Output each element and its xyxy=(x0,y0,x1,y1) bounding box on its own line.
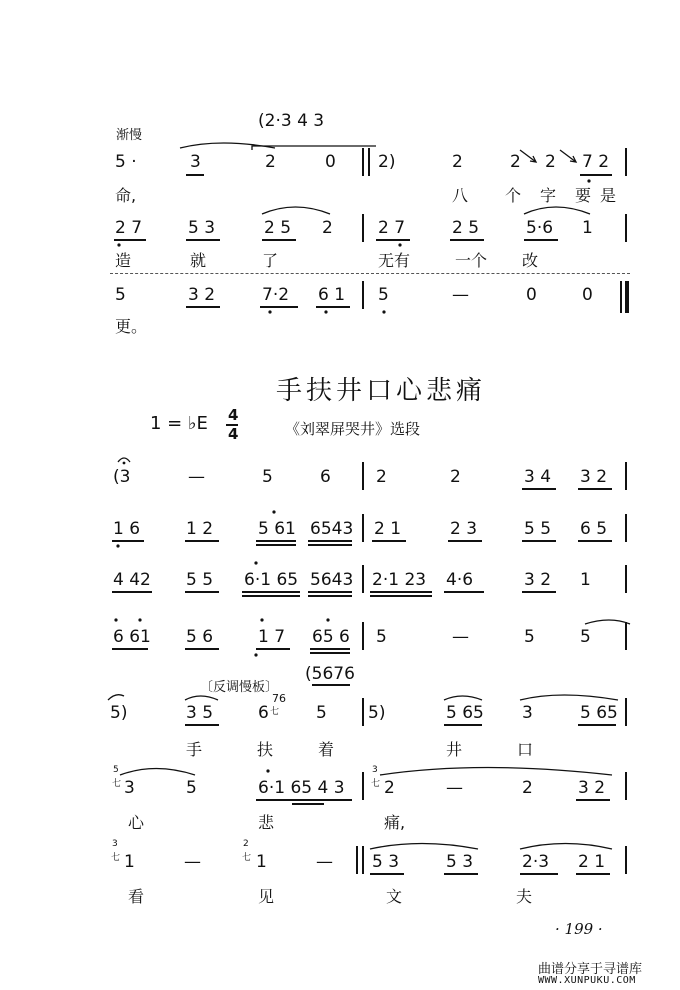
note: 5 5 xyxy=(524,519,552,539)
note: 6 61 xyxy=(113,627,151,647)
note: 2 xyxy=(545,152,556,172)
note: 5 xyxy=(524,627,535,647)
note: 2 xyxy=(265,152,276,172)
bar-line xyxy=(625,214,627,242)
note: 1 xyxy=(124,852,135,872)
note: 6 5 xyxy=(580,519,608,539)
svg-text:2: 2 xyxy=(243,839,249,849)
svg-text:七: 七 xyxy=(111,853,121,863)
underline xyxy=(262,239,296,241)
note: 5 xyxy=(186,778,197,798)
bar-line xyxy=(625,622,627,650)
note: 3 2 xyxy=(578,778,606,798)
note: 3 2 xyxy=(580,467,608,487)
note: 2 5 xyxy=(264,218,292,238)
note: 6 xyxy=(320,467,331,487)
note: 2) xyxy=(378,152,396,172)
note: — xyxy=(452,285,469,305)
bar-line xyxy=(625,772,627,800)
note: 2·3 xyxy=(522,852,550,872)
underline xyxy=(370,591,432,593)
note: 5·6 xyxy=(526,218,554,238)
note: 5643 xyxy=(310,570,354,590)
final-bar-line xyxy=(625,281,629,313)
underline xyxy=(242,591,300,593)
underline xyxy=(185,648,219,650)
note: 2 7 xyxy=(378,218,406,238)
bar-line xyxy=(625,698,627,726)
underline xyxy=(112,540,144,542)
bar-line xyxy=(362,565,364,593)
note: 5 6 xyxy=(186,627,214,647)
lyric: 更。 xyxy=(115,317,148,336)
underline xyxy=(185,540,219,542)
note: 6543 xyxy=(310,519,354,539)
section-mark: 〔反调慢板〕 xyxy=(200,680,279,695)
paren-mark: (5676 xyxy=(305,664,355,684)
note: 1 xyxy=(580,570,591,590)
lyric: 要 xyxy=(575,186,592,205)
note: 3 xyxy=(190,152,201,172)
note: — xyxy=(188,467,205,487)
note: 2 xyxy=(510,152,521,172)
bar-line xyxy=(362,846,364,874)
lyric: 手 xyxy=(186,740,203,759)
lyric: 着 xyxy=(318,740,335,759)
note: 2 xyxy=(322,218,333,238)
underline xyxy=(444,724,482,726)
lyric: 无有 xyxy=(378,251,411,270)
svg-text:七: 七 xyxy=(112,779,122,789)
lyric: 八 xyxy=(452,186,469,205)
note: 1 7 xyxy=(258,627,286,647)
note: 1 6 xyxy=(113,519,141,539)
underline xyxy=(444,873,478,875)
note: 2 1 xyxy=(578,852,606,872)
note: — xyxy=(452,627,469,647)
note: 2 xyxy=(376,467,387,487)
svg-text:七: 七 xyxy=(242,853,252,863)
note: (3 xyxy=(113,467,131,487)
note: — xyxy=(184,852,201,872)
underline xyxy=(112,648,148,650)
underline xyxy=(578,540,612,542)
underline xyxy=(256,648,290,650)
lyric: 造 xyxy=(115,251,132,270)
grace-note: 76 xyxy=(272,692,286,705)
lyric: 心 xyxy=(128,813,145,832)
lyric: 一个 xyxy=(455,251,488,270)
dashed-separator xyxy=(110,273,630,274)
bar-line xyxy=(368,148,370,176)
intro-parenthesis: (2·3 4 3 xyxy=(258,111,325,131)
bar-line xyxy=(362,462,364,490)
svg-text:3: 3 xyxy=(112,839,118,849)
underline xyxy=(256,799,352,801)
underline xyxy=(185,591,219,593)
underline xyxy=(520,873,558,875)
underline xyxy=(186,174,204,176)
note: 1 xyxy=(256,852,267,872)
note: 0 xyxy=(526,285,537,305)
lyric: 了 xyxy=(262,251,279,270)
source-note: 《刘翠屏哭井》选段 xyxy=(285,420,421,438)
final-bar-line xyxy=(620,281,622,313)
bar-line xyxy=(625,565,627,593)
note: 2 xyxy=(452,152,463,172)
svg-text:七: 七 xyxy=(270,707,280,717)
note: 2 xyxy=(522,778,533,798)
note: 3 xyxy=(124,778,135,798)
underline xyxy=(308,595,352,597)
bar-line xyxy=(362,698,364,726)
underline xyxy=(186,239,220,241)
note: 3 2 xyxy=(524,570,552,590)
underline xyxy=(372,540,406,542)
note: 5 xyxy=(316,703,327,723)
watermark-text: 曲谱分享于寻谱库 xyxy=(538,962,643,977)
bar-line xyxy=(625,462,627,490)
note: 4·6 xyxy=(446,570,474,590)
underline xyxy=(578,488,612,490)
underline xyxy=(186,306,220,308)
lyric: 命, xyxy=(115,186,137,205)
note: — xyxy=(446,778,463,798)
note: 5) xyxy=(110,703,128,723)
underline xyxy=(524,239,558,241)
watermark-url: WWW.XUNPUKU.COM xyxy=(538,975,636,986)
note: 2 1 xyxy=(374,519,402,539)
note: 5 · xyxy=(115,152,137,172)
note: 2 xyxy=(384,778,395,798)
bar-line xyxy=(362,514,364,542)
bar-line xyxy=(362,148,364,176)
note: 65 6 xyxy=(312,627,350,647)
underline xyxy=(450,239,484,241)
underline xyxy=(185,724,219,726)
note: 6·1 65 xyxy=(244,570,299,590)
underline xyxy=(576,799,610,801)
underline xyxy=(522,540,556,542)
underline xyxy=(316,306,350,308)
note: 5 3 xyxy=(188,218,216,238)
underline xyxy=(376,239,410,241)
underline xyxy=(522,591,556,593)
page-number: · 199 · xyxy=(555,920,603,938)
note: 2 xyxy=(450,467,461,487)
underline xyxy=(260,306,298,308)
lyric: 文 xyxy=(386,887,403,906)
underline xyxy=(242,595,300,597)
underline xyxy=(114,239,146,241)
note: 5 xyxy=(115,285,126,305)
lyric: 个 xyxy=(505,186,522,205)
lyric: 扶 xyxy=(257,740,274,759)
underline xyxy=(312,684,350,686)
time-signature-top: 4 xyxy=(228,406,239,424)
note: 3 5 xyxy=(186,703,214,723)
underline xyxy=(576,873,610,875)
bar-line xyxy=(356,846,358,874)
note: 4 42 xyxy=(113,570,151,590)
note: 5 65 xyxy=(580,703,618,723)
note: — xyxy=(316,852,333,872)
lyric: 是 xyxy=(600,186,617,205)
underline xyxy=(256,544,296,546)
note: 1 2 xyxy=(186,519,214,539)
bar-line xyxy=(362,281,364,309)
note: 2·1 23 xyxy=(372,570,427,590)
underline xyxy=(444,591,484,593)
underline xyxy=(580,174,612,176)
bar-line xyxy=(362,622,364,650)
underline xyxy=(448,540,482,542)
svg-text:七: 七 xyxy=(371,779,381,789)
underline xyxy=(370,873,404,875)
underline xyxy=(370,595,432,597)
tempo-mark: 渐慢 xyxy=(116,128,143,143)
note: 3 4 xyxy=(524,467,552,487)
key-signature: 1 = ♭E xyxy=(150,413,208,434)
underline xyxy=(310,648,350,650)
time-signature-bottom: 4 xyxy=(228,425,239,443)
underline xyxy=(256,540,296,542)
underline xyxy=(292,803,324,805)
lyric: 就 xyxy=(190,251,207,270)
note: 6·1 65 4 3 xyxy=(258,778,345,798)
note: 5 65 xyxy=(446,703,484,723)
underline xyxy=(112,591,152,593)
lyric: 悲 xyxy=(258,813,275,832)
note: 1 xyxy=(582,218,593,238)
note: 2 5 xyxy=(452,218,480,238)
note: 5 3 xyxy=(372,852,400,872)
note: 5) xyxy=(368,703,386,723)
lyric: 字 xyxy=(540,186,557,205)
note: 2 3 xyxy=(450,519,478,539)
note: 5 xyxy=(262,467,273,487)
svg-text:3: 3 xyxy=(372,765,378,775)
lyric: 痛, xyxy=(384,813,406,832)
song-title: 手扶井口心悲痛 xyxy=(276,376,487,406)
note: 2 7 xyxy=(115,218,143,238)
lyric: 口 xyxy=(517,740,534,759)
underline xyxy=(522,488,556,490)
note: 5 3 xyxy=(446,852,474,872)
svg-text:5: 5 xyxy=(113,765,119,775)
underline xyxy=(308,540,352,542)
note: 0 xyxy=(325,152,336,172)
note: 3 xyxy=(522,703,533,723)
bar-line xyxy=(625,846,627,874)
note: 5 xyxy=(376,627,387,647)
underline xyxy=(578,724,616,726)
lyric: 见 xyxy=(258,887,275,906)
bar-line xyxy=(625,514,627,542)
note: 6 xyxy=(258,703,269,723)
lyric: 夫 xyxy=(516,887,533,906)
lyric: 改 xyxy=(522,251,539,270)
lyric: 井 xyxy=(446,740,463,759)
lyric: 看 xyxy=(128,887,145,906)
bar-line xyxy=(362,772,364,800)
note: 5 xyxy=(580,627,591,647)
note: 5 xyxy=(378,285,389,305)
underline xyxy=(308,544,352,546)
note: 7·2 xyxy=(262,285,290,305)
bar-line xyxy=(362,214,364,242)
note: 7 2 xyxy=(582,152,610,172)
note: 3 2 xyxy=(188,285,216,305)
note: 6 1 xyxy=(318,285,346,305)
underline xyxy=(310,652,350,654)
note: 5 5 xyxy=(186,570,214,590)
note: 5 61 xyxy=(258,519,296,539)
underline xyxy=(308,591,352,593)
bar-line xyxy=(625,148,627,176)
note: 0 xyxy=(582,285,593,305)
